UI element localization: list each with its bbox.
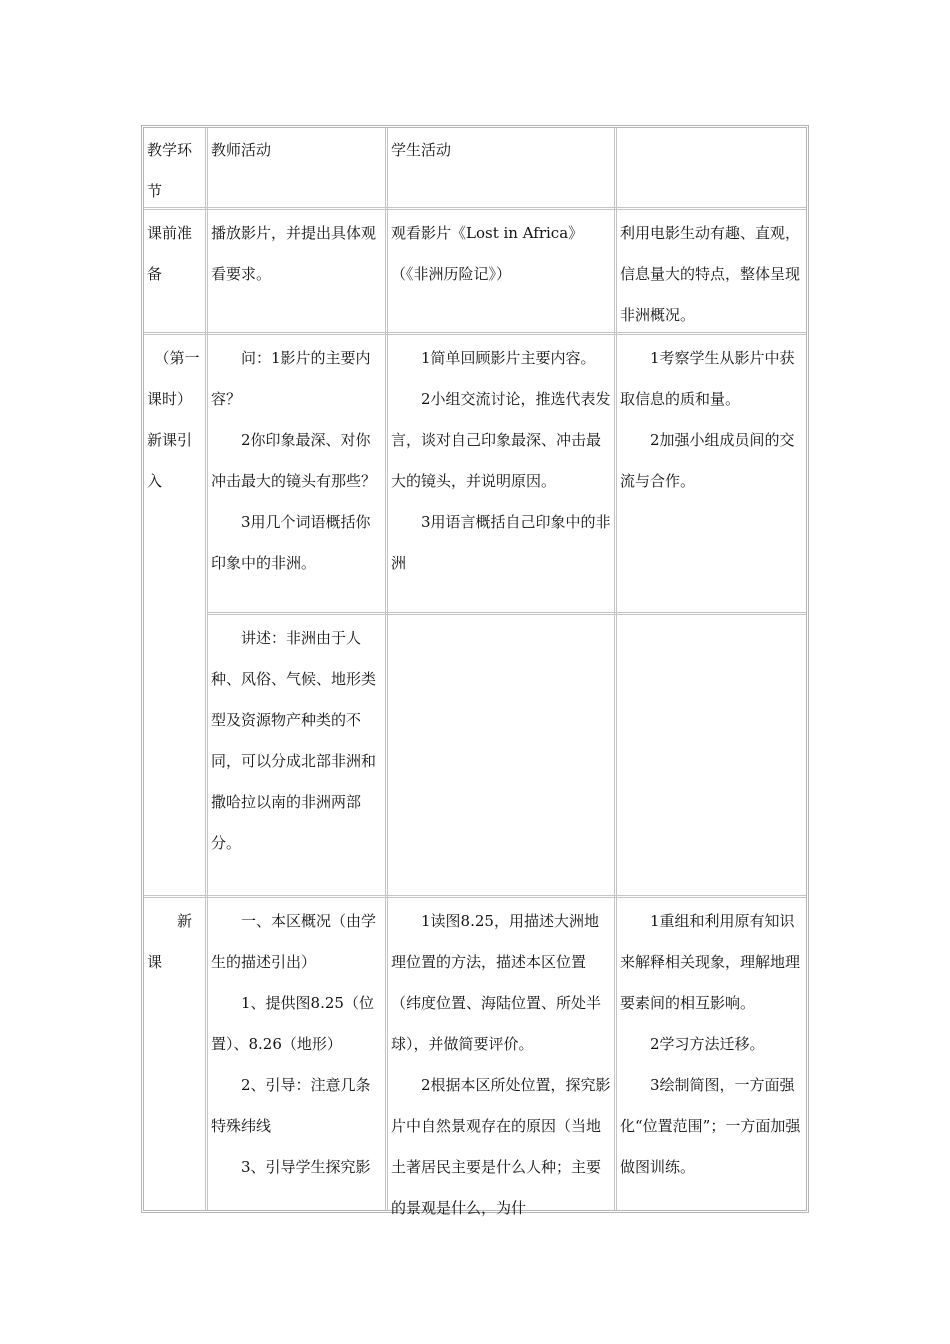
row-prep-teacher: 播放影片，并提出具体观看要求。	[211, 224, 377, 283]
column-divider	[205, 128, 208, 1210]
lesson-plan-table	[141, 125, 809, 1217]
row-divider	[208, 612, 806, 615]
row-newlesson-teacher: 一、本区概况（由学生的描述引出） 1、提供图8.25（位置）、8.26（地形） 2、引导：注意几条特殊纬线 3、引导学生探究影	[211, 912, 377, 1176]
row-intro-student: 1简单回顾影片主要内容。 2小组交流讨论，推选代表发言，谈对自己印象最深、冲击最大的镜头，并说明原因。 3用语言概括自己印象中的非洲	[391, 349, 611, 572]
header-stage: 教学环节	[147, 141, 193, 200]
column-divider	[385, 128, 388, 1210]
row-prep-student: 观看影片《Lost in Africa》（《非洲历险记》）	[391, 224, 584, 283]
row-intro-stage: （第一课时）新课引入	[147, 349, 200, 490]
row-divider	[144, 207, 806, 210]
header-student: 学生活动	[391, 141, 452, 159]
row-divider	[144, 895, 806, 898]
row-newlesson-stage: 新课	[147, 912, 193, 971]
row-prep-stage: 课前准备	[147, 224, 193, 283]
header-teacher: 教师活动	[211, 141, 272, 159]
row-intro-teacher: 问：1影片的主要内容？ 2你印象最深、对你冲击最大的镜头有那些？ 3用几个词语概括你印象中的非洲。	[211, 349, 377, 572]
column-divider	[614, 128, 617, 1210]
row-lecture-teacher: 讲述：非洲由于人种、风俗、气候、地形类型及资源物产种类的不同，可以分成北部非洲和撒哈拉以南的非洲两部分。	[211, 629, 377, 852]
row-newlesson-student: 1读图8.25，用描述大洲地理位置的方法，描述本区位置（纬度位置、海陆位置、所处半球），并做简要评价。 2根据本区所处位置，探究影片中自然景观存在的原因（当地土著居民主要是什么人种；主要的景观是什么，为什	[391, 912, 611, 1217]
row-prep-intent: 利用电影生动有趣、直观，信息量大的特点，整体呈现非洲概况。	[620, 224, 801, 324]
row-intro-intent: 1考察学生从影片中获取信息的质和量。 2加强小组成员间的交流与合作。	[620, 349, 795, 490]
row-newlesson-intent: 1重组和利用原有知识来解释相关现象，理解地理要素间的相互影响。 2学习方法迁移。 3绘制简图，一方面强化“位置范围”；一方面加强做图训练。	[620, 912, 801, 1176]
